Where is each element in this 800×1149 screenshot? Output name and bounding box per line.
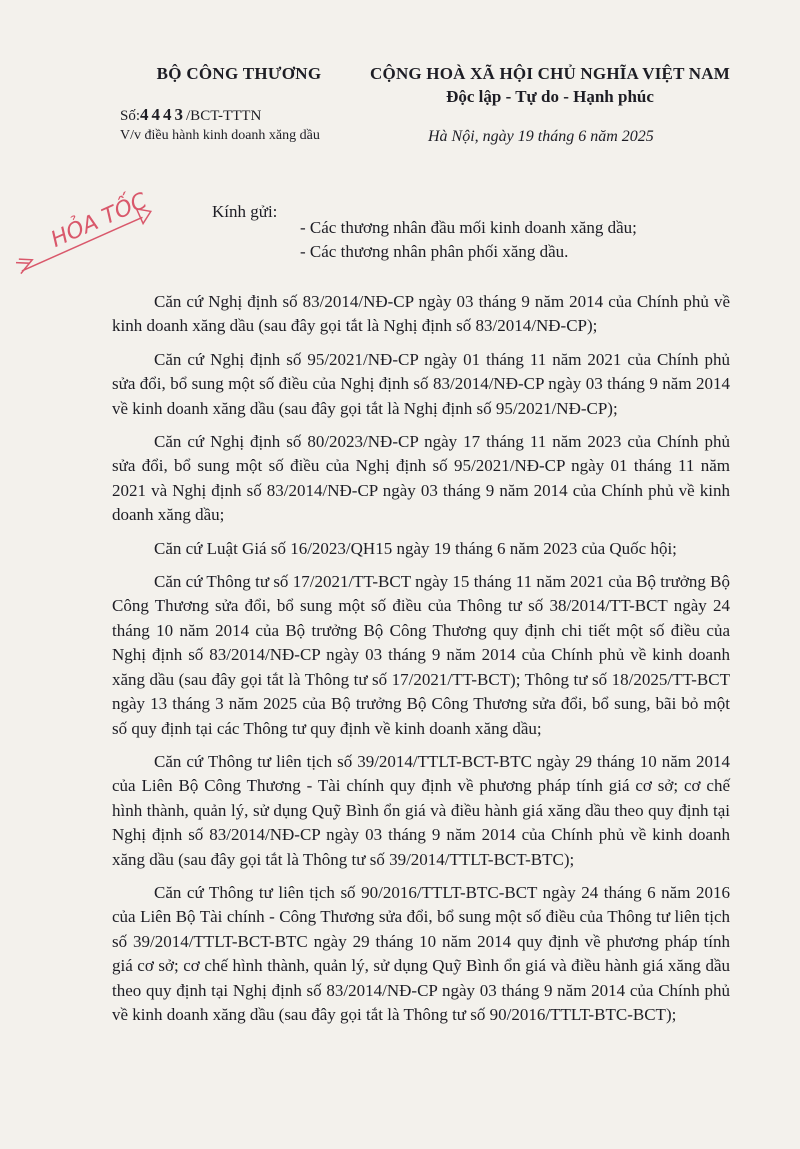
issuer-block <box>104 64 374 84</box>
urgent-stamp <box>2 185 152 275</box>
doc-number-prefix: Số: <box>120 108 141 124</box>
body-paragraph: Căn cứ Luật Giá số 16/2023/QH15 ngày 19 tháng 6 năm 2023 của Quốc hội; <box>154 538 677 558</box>
recipient-list <box>300 216 637 264</box>
document-date: Hà Nội, ngày 19 tháng 6 năm 2025 <box>428 128 654 145</box>
body-paragraph: Căn cứ Nghị định số 80/2023/NĐ-CP ngày 17 tháng 11 năm 2023 của Chính phủ sửa đổi, bổ sung một số điều của Nghị định số 95/2021/NĐ-CP ngày 01 tháng 11 năm 2021 và Nghị định số 83/2014/NĐ-CP ngày 03 tháng 9 năm 2014 của Chính phủ về kinh doanh xăng dầu; <box>112 432 730 525</box>
document-body <box>112 290 730 1036</box>
body-paragraph: Căn cứ Nghị định số 83/2014/NĐ-CP ngày 03 tháng 9 năm 2014 của Chính phủ về kinh doanh xăng dầu (sau đây gọi tắt là Nghị định số 83/2014/NĐ-CP); <box>112 292 730 336</box>
country-name: CỘNG HOÀ XÃ HỘI CHỦ NGHĨA VIỆT NAM <box>370 64 730 83</box>
recipient-item: - Các thương nhân phân phối xăng dầu. <box>300 242 569 261</box>
ministry-name: BỘ CÔNG THƯƠNG <box>156 64 322 83</box>
national-header <box>360 64 740 107</box>
document-subject: V/v điều hành kinh doanh xăng dầu <box>120 128 320 143</box>
doc-number-suffix: /BCT-TTTN <box>186 108 262 124</box>
recipient-item: - Các thương nhân đầu mối kinh doanh xăng dầu; <box>300 218 637 237</box>
document-number <box>120 105 261 125</box>
national-motto: Độc lập - Tự do - Hạnh phúc <box>446 87 654 106</box>
body-paragraph: Căn cứ Thông tư liên tịch số 39/2014/TTLT-BCT-BTC ngày 29 tháng 10 năm 2014 của Liên Bộ Công Thương - Tài chính quy định về phương pháp tính giá cơ sở; cơ chế hình thành, quản lý, sử dụng Quỹ Bình ổn giá và điều hành giá xăng dầu theo quy định tại Nghị định số 83/2014/NĐ-CP ngày 03 tháng 9 năm 2014 của Chính phủ về kinh doanh xăng dầu (sau đây gọi tắt là Thông tư số 39/2014/TTLT-BCT-BTC); <box>112 751 730 869</box>
body-paragraph: Căn cứ Thông tư số 17/2021/TT-BCT ngày 15 tháng 11 năm 2021 của Bộ trưởng Bộ Công Thương sửa đổi, bổ sung một số điều của Thông tư số 38/2014/TT-BCT ngày 24 tháng 10 năm 2014 của Bộ trưởng Bộ Công Thương quy định chi tiết một số điều của Nghị định số 83/2014/NĐ-CP ngày 03 tháng 9 năm 2014 của Chính phủ về kinh doanh xăng dầu (sau đây gọi tắt là Thông tư số 17/2021/TT-BCT); Thông tư số 18/2025/TT-BCT ngày 13 tháng 3 năm 2025 của Bộ trưởng Bộ Công Thương sửa đổi, bổ sung, bãi bỏ một số quy định tại các Thông tư quy định về kinh doanh xăng dầu; <box>112 572 730 738</box>
svg-text:HỎA TỐC: HỎA TỐC <box>47 188 151 253</box>
body-paragraph: Căn cứ Thông tư liên tịch số 90/2016/TTLT-BTC-BCT ngày 24 tháng 6 năm 2016 của Liên Bộ Tài chính - Công Thương sửa đổi, bổ sung một số điều của Thông tư liên tịch số 39/2014/TTLT-BCT-BTC ngày 29 tháng 10 năm 2014 quy định về phương pháp tính giá cơ sở; cơ chế hình thành, quản lý, sử dụng Quỹ Bình ổn giá và điều hành giá xăng dầu theo quy định tại Nghị định số 83/2014/NĐ-CP ngày 03 tháng 9 năm 2014 của Chính phủ về kinh doanh xăng dầu (sau đây gọi tắt là Thông tư số 90/2016/TTLT-BTC-BCT); <box>112 882 730 1024</box>
body-paragraph: Căn cứ Nghị định số 95/2021/NĐ-CP ngày 01 tháng 11 năm 2021 của Chính phủ sửa đổi, bổ sung một số điều của Nghị định số 83/2014/NĐ-CP ngày 03 tháng 9 năm 2014 về kinh doanh xăng dầu (sau đây gọi tắt là Nghị định số 95/2021/NĐ-CP); <box>112 349 730 418</box>
recipient-label: Kính gửi: <box>212 202 278 221</box>
doc-number-value: 4443 <box>140 105 187 124</box>
